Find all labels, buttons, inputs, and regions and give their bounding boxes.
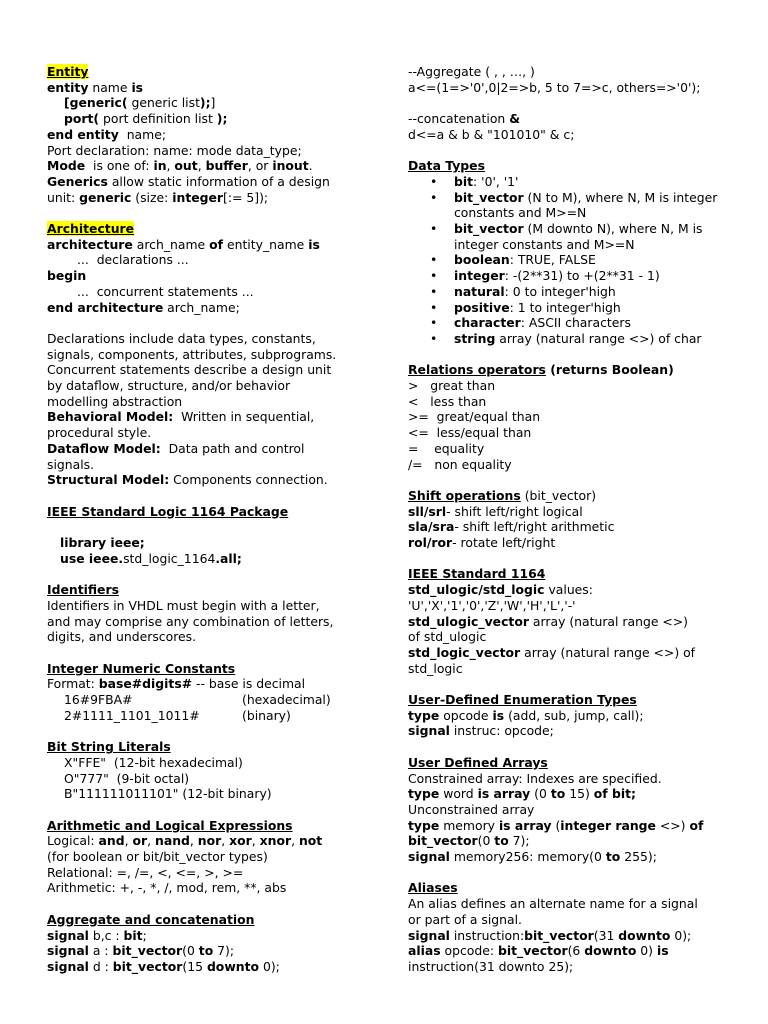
signal-d-line: signal d : bit_vector(15 downto 0); <box>47 958 280 974</box>
generics-line-2: unit: generic (size: integer[:= 5]); <box>47 189 269 205</box>
aggregate-header: Aggregate and concatenation <box>47 911 255 927</box>
relation-row: < less than <box>408 393 487 409</box>
alias-opcode-line: alias opcode: bit_vector(6 downto 0) is <box>408 943 669 959</box>
list-item: • bit_vector (M downto N), where N, M is integer constants and M>=N <box>408 221 730 252</box>
identifiers-header: Identifiers <box>47 582 119 598</box>
list-item: • character: ASCII characters <box>408 315 730 331</box>
aggregate-example: a<=(1=>'0',0|2=>b, 5 to 7=>c, others=>'0'); <box>408 79 701 95</box>
concatenation-example: d<=a & b & "101010" & c; <box>408 126 575 142</box>
std-logic-values: 'U','X','1','0','Z','W','H','L','-' <box>408 597 576 613</box>
enum-type-line: type opcode is (add, sub, jump, call); <box>408 707 644 723</box>
identifiers-line-3: digits, and underscores. <box>47 629 197 645</box>
relational-ops-line: Relational: =, /=, <, <=, >, >= <box>47 864 244 880</box>
identifiers-line-2: and may comprise any combination of letters, <box>47 613 334 629</box>
decl-paragraph-2: signals, components, attributes, subprograms. <box>47 346 337 362</box>
signal-memory-line: signal memory256: memory(0 to 255); <box>408 849 657 865</box>
format-line: Format: base#digits# -- base is decimal <box>47 676 306 692</box>
architecture-statements: ... concurrent statements ... <box>77 283 254 299</box>
logical-types-line: (for boolean or bit/bit_vector types) <box>47 849 268 865</box>
use-ieee-line: use ieee.std_logic_1164.all; <box>60 550 242 566</box>
list-item: • natural: 0 to integer'high <box>408 284 730 300</box>
enum-header: User-Defined Enumeration Types <box>408 692 637 708</box>
arith-header: Arithmetic and Logical Expressions <box>47 817 293 833</box>
ieee-package-header: IEEE Standard Logic 1164 Package <box>47 503 289 519</box>
relation-row: > great than <box>408 378 496 394</box>
list-item: • integer: -(2**31) to +(2**31 - 1) <box>408 268 730 284</box>
logical-ops-line: Logical: and, or, nand, nor, xor, xnor, not <box>47 833 323 849</box>
aliases-desc-2: or part of a signal. <box>408 911 522 927</box>
constrained-array-line: Constrained array: Indexes are specified. <box>408 770 662 786</box>
list-item: • bit_vector (N to M), where N, M is integer constants and M>=N <box>408 190 730 221</box>
decl-paragraph-5: modelling abstraction <box>47 393 183 409</box>
relation-row: /= non equality <box>408 456 512 472</box>
signal-bc-line: signal b,c : bit; <box>47 927 147 943</box>
bit-string-binary: B"111111011101" (12-bit binary) <box>64 786 272 802</box>
data-types-header: Data Types <box>408 158 485 174</box>
architecture-begin: begin <box>47 268 87 284</box>
concatenation-comment: --concatenation & <box>408 111 521 127</box>
dataflow-model-1: Dataflow Model: Data path and control <box>47 440 305 456</box>
port-declaration-line: Port declaration: name: mode data_type; <box>47 142 302 158</box>
signal-a-line: signal a : bit_vector(0 to 7); <box>47 943 235 959</box>
entity-header: Entity <box>47 64 89 79</box>
behavioral-model-2: procedural style. <box>47 425 152 441</box>
entity-generic-line: [generic( generic list);] <box>64 95 216 111</box>
std-ulogic-vector-line: std_ulogic_vector array (natural range <>) <box>408 613 688 629</box>
aliases-desc-1: An alias defines an alternate name for a signal <box>408 896 698 912</box>
decl-paragraph-1: Declarations include data types, constants, <box>47 330 316 346</box>
relations-header: Relations operators (returns Boolean) <box>408 362 674 378</box>
arrays-header: User Defined Arrays <box>408 754 548 770</box>
behavioral-model-1: Behavioral Model: Written in sequential, <box>47 409 315 425</box>
std-logic-vector-line: std_logic_vector array (natural range <>) of <box>408 644 696 660</box>
entity-port-line: port( port definition list ); <box>64 111 228 127</box>
architecture-header: Architecture <box>47 221 135 237</box>
aggregate-comment: --Aggregate ( , , …, ) <box>408 64 535 79</box>
unconstrained-array-line: Unconstrained array <box>408 801 535 817</box>
right-column <box>408 64 730 975</box>
list-item: • positive: 1 to integer'high <box>408 300 730 316</box>
shift-row: rol/ror- rotate left/right <box>408 535 556 551</box>
type-memory-line: type memory is array (integer range <>) of <box>408 817 704 833</box>
dataflow-model-2: signals. <box>47 456 95 472</box>
aliases-header: Aliases <box>408 880 458 896</box>
std-logic-vector-cont: std_logic <box>408 660 463 676</box>
identifiers-line-1: Identifiers in VHDL must begin with a letter, <box>47 597 320 613</box>
bit-string-octal: O"777" (9-bit octal) <box>64 770 190 786</box>
relation-row: = equality <box>408 440 485 456</box>
std-logic-values-line: std_ulogic/std_logic values: <box>408 582 593 598</box>
bit-string-hex: X"FFE" (12-bit hexadecimal) <box>64 754 243 770</box>
architecture-line-1: architecture arch_name of entity_name is <box>47 236 320 252</box>
bit-string-header: Bit String Literals <box>47 739 171 755</box>
shift-row: sll/srl- shift left/right logical <box>408 503 583 519</box>
arithmetic-ops-line: Arithmetic: +, -, *, /, mod, rem, **, abs <box>47 880 287 896</box>
shift-row: sla/sra- shift left/right arithmetic <box>408 519 615 535</box>
list-item: • bit: '0', '1' <box>408 174 730 190</box>
type-memory-cont: bit_vector(0 to 7); <box>408 833 530 849</box>
shift-header: Shift operations (bit_vector) <box>408 487 597 503</box>
decl-paragraph-3: Concurrent statements describe a design unit <box>47 362 332 378</box>
signal-instruction-line: signal instruction:bit_vector(31 downto 0); <box>408 927 692 943</box>
ieee1164-header: IEEE Standard 1164 <box>408 566 546 582</box>
entity-line-1: entity name is <box>47 79 144 95</box>
data-types-list <box>408 174 730 347</box>
decl-paragraph-4: by dataflow, structure, and/or behavior <box>47 378 291 394</box>
std-ulogic-vector-cont: of std_ulogic <box>408 629 487 645</box>
relation-row: <= less/equal than <box>408 425 532 441</box>
library-ieee-line: library ieee; <box>60 535 145 551</box>
left-column <box>47 64 365 975</box>
list-item: • string array (natural range <>) of char <box>408 331 730 347</box>
architecture-declarations: ... declarations ... <box>77 252 189 268</box>
type-word-line: type word is array (0 to 15) of bit; <box>408 786 636 802</box>
alias-opcode-cont: instruction(31 downto 25); <box>408 958 574 974</box>
enum-signal-line: signal instruc: opcode; <box>408 723 554 739</box>
generics-line-1: Generics allow static information of a design <box>47 173 330 189</box>
architecture-end: end architecture arch_name; <box>47 299 240 315</box>
integer-constants-header: Integer Numeric Constants <box>47 660 236 676</box>
structural-model: Structural Model: Components connection. <box>47 472 328 488</box>
relation-row: >= great/equal than <box>408 409 541 425</box>
list-item: • boolean: TRUE, FALSE <box>408 252 730 268</box>
binary-constant-row: 2#1111_1101_1011# (binary) <box>64 707 291 723</box>
entity-end-line: end entity name; <box>47 126 167 142</box>
hex-constant-row: 16#9FBA# (hexadecimal) <box>64 692 331 708</box>
mode-line: Mode is one of: in, out, buffer, or inout. <box>47 158 313 174</box>
